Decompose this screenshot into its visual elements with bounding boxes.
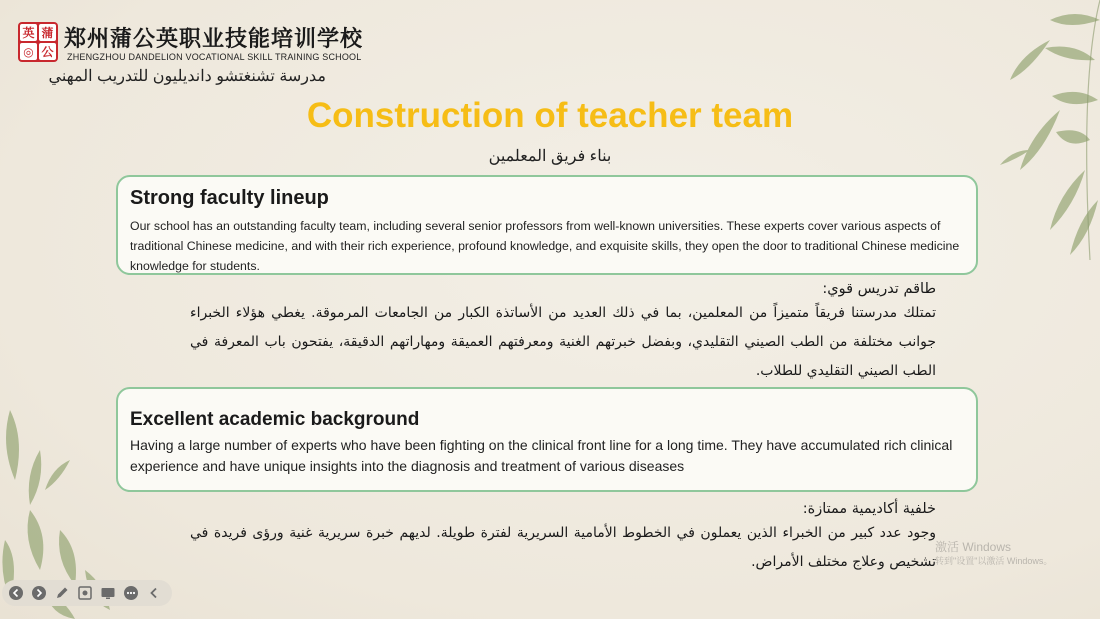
section-arabic-faculty: [190, 279, 936, 386]
logo-char: ◎: [20, 43, 37, 60]
zoom-icon[interactable]: [75, 584, 94, 603]
more-icon[interactable]: [121, 584, 140, 603]
slide-subtitle-arabic: بناء فريق المعلمين: [488, 148, 612, 165]
section-body-arabic: تمتلك مدرستنا فريقاً متميزاً من المعلمين، بما في ذلك العديد من الأساتذة الكبار من الجامعات المرموقة. يغطي هؤلاء الخبراء جوانب مختلفة من الطب الصيني التقليدي، وبفضل خبرتهم الغنية ومعرفتهم العميقة ومهاراتهم الدقيقة، يفتحون باب المعرفة في الطب الصيني التقليدي للطلاب.: [190, 305, 936, 379]
presentation-toolbar: [2, 580, 172, 606]
pen-icon[interactable]: [52, 584, 71, 603]
section-card-faculty: [116, 175, 978, 275]
section-body: Having a large number of experts who have been fighting on the clinical front line for a long time. They have accumulated rich clinical experience and have unique insights into the diagnosis and treatment of various diseases: [130, 437, 953, 474]
section-heading-arabic: طاقم تدريس قوي:: [822, 281, 936, 297]
watermark-line: 转到"设置"以激活 Windows。: [935, 556, 1053, 566]
section-body: Our school has an outstanding faculty team, including several senior professors from well-known universities. These experts cover various aspects of traditional Chinese medicine, and with their rich experience, profound knowledge, and exquisite skills, they open the door to traditional Chinese medicine knowledge for students.: [130, 219, 960, 273]
section-card-academic: [116, 387, 978, 492]
logo-char: 公: [39, 43, 56, 60]
section-body-arabic: وجود عدد كبير من الخبراء الذين يعملون في الخطوط الأمامية السريرية لفترة طويلة. لديهم خبرة سريرية غنية ورؤى فريدة في تشخيص وعلاج مختلف الأمراض.: [190, 525, 936, 570]
school-name-chinese: 郑州蒲公英职业技能培训学校: [64, 26, 364, 52]
section-heading: Excellent academic background: [130, 409, 420, 430]
logo-char: 英: [20, 24, 37, 41]
slide-title: Construction of teacher team: [306, 96, 794, 135]
prev-icon[interactable]: [6, 584, 25, 603]
school-logo: [18, 22, 58, 62]
logo-char: 蒲: [39, 24, 56, 41]
school-name-english: ZHENGZHOU DANDELION VOCATIONAL SKILL TRAINING SCHOOL: [67, 52, 362, 62]
activate-windows-watermark: [935, 540, 1052, 568]
section-arabic-academic: [190, 499, 936, 577]
section-heading: Strong faculty lineup: [130, 187, 329, 209]
section-heading-arabic: خلفية أكاديمية ممتازة:: [802, 501, 936, 517]
next-icon[interactable]: [29, 584, 48, 603]
screen-icon[interactable]: [98, 584, 117, 603]
school-name-arabic: مدرسة تشنغتشو دانديليون للتدريب المهني: [48, 68, 326, 85]
watermark-line: 激活 Windows: [935, 540, 1012, 554]
back-icon[interactable]: [144, 584, 163, 603]
